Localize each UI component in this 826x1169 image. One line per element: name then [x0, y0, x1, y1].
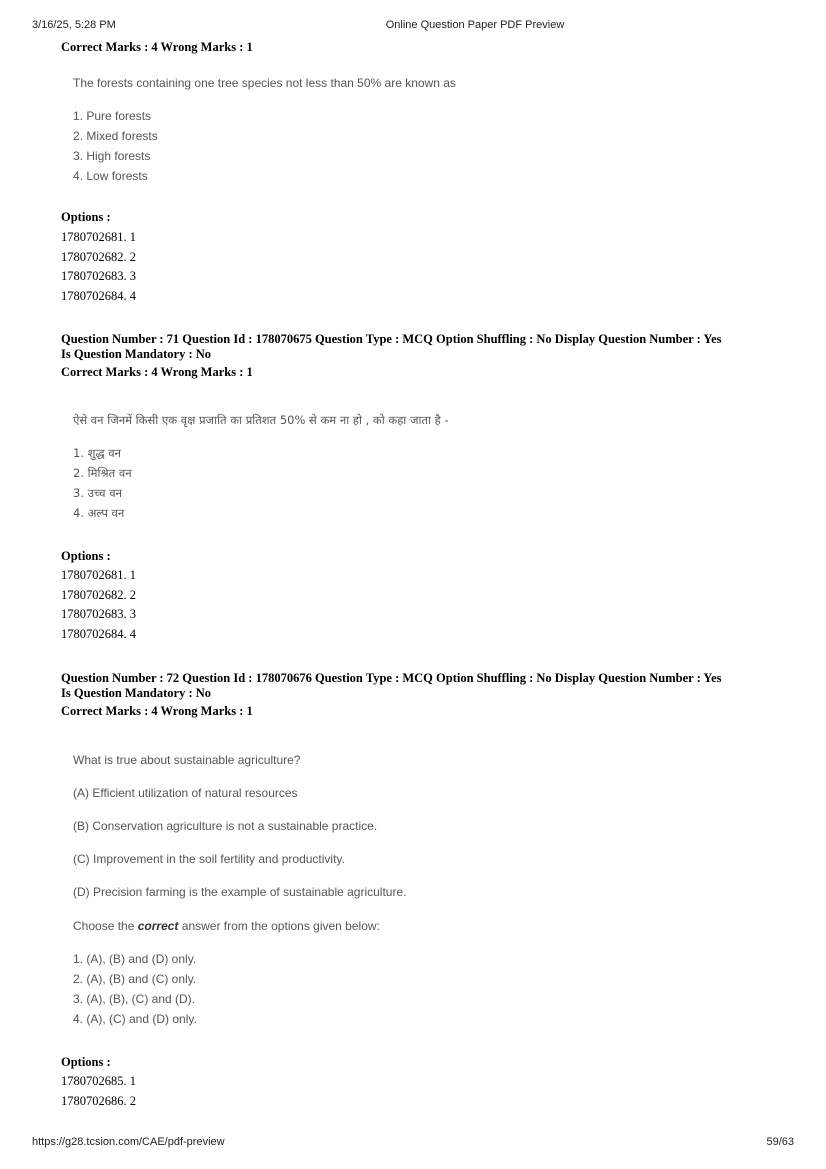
q72-statement: (C) Improvement in the soil fertility and productivity. — [73, 852, 345, 866]
page-url: https://g28.tcsion.com/CAE/pdf-preview — [32, 1136, 225, 1148]
q72-meta: Question Number : 72 Question Id : 178070676 Question Type : MCQ Option Shuffling : No Display Question Number : Yes — [61, 671, 722, 685]
option-row: 1780702684. 4 — [61, 289, 136, 304]
print-datetime: 3/16/25, 5:28 PM — [32, 19, 116, 31]
q72-instruction-pre: Choose the — [73, 919, 135, 933]
print-header — [0, 19, 826, 39]
option-row: 1780702682. 2 — [61, 249, 136, 264]
q70-choice: 4. Low forests — [73, 169, 148, 183]
q72-instruction — [73, 919, 380, 933]
q71-question-text: ऐसे वन जिनमें किसी एक वृक्ष प्रजाति का प्रतिशत 50% से कम ना हो , को कहा जाता है - — [73, 413, 449, 427]
q72-options-label: Options : — [61, 1055, 111, 1069]
q72-instruction-post: answer from the options given below: — [181, 919, 380, 933]
q70-choice: 2. Mixed forests — [73, 129, 158, 143]
q72-choice: 4. (A), (C) and (D) only. — [73, 1012, 197, 1026]
q70-options-list — [61, 228, 136, 307]
q71-marks: Correct Marks : 4 Wrong Marks : 1 — [61, 365, 253, 379]
option-row: 1780702683. 3 — [61, 607, 136, 622]
q71-options-list — [61, 566, 136, 645]
q71-choice: 4. अल्प वन — [73, 506, 125, 520]
option-row: 1780702685. 1 — [61, 1074, 136, 1088]
option-row: 1780702684. 4 — [61, 627, 136, 642]
q70-question-text: The forests containing one tree species not less than 50% are known as — [73, 76, 456, 90]
q72-choice: 3. (A), (B), (C) and (D). — [73, 992, 196, 1006]
q72-statement: (A) Efficient utilization of natural resources — [73, 786, 298, 800]
q72-choice: 1. (A), (B) and (D) only. — [73, 952, 197, 966]
q70-options-label: Options : — [61, 210, 111, 224]
q72-statement: (B) Conservation agriculture is not a sustainable practice. — [73, 819, 378, 833]
print-footer — [0, 1136, 826, 1156]
q71-choice: 1. शुद्ध वन — [73, 446, 122, 460]
q72-instruction-emphasis: correct — [137, 919, 179, 933]
print-title: Online Question Paper PDF Preview — [385, 19, 565, 31]
option-row: 1780702681. 1 — [61, 568, 136, 582]
q72-question-text: What is true about sustainable agriculture? — [73, 753, 301, 767]
q72-marks: Correct Marks : 4 Wrong Marks : 1 — [61, 704, 253, 718]
q72-header — [61, 671, 722, 719]
q71-options-label: Options : — [61, 549, 111, 563]
q71-header — [61, 332, 722, 380]
q71-mandatory: Is Question Mandatory : No — [61, 347, 212, 361]
option-row: 1780702681. 1 — [61, 230, 136, 244]
q72-mandatory: Is Question Mandatory : No — [61, 686, 212, 700]
q71-choice: 3. उच्च वन — [73, 486, 122, 500]
q70-choice: 1. Pure forests — [73, 109, 152, 123]
option-row: 1780702686. 2 — [61, 1093, 136, 1108]
q72-options-list — [61, 1072, 136, 1111]
q70-marks: Correct Marks : 4 Wrong Marks : 1 — [61, 40, 253, 54]
q72-choice: 2. (A), (B) and (C) only. — [73, 972, 197, 986]
q72-statement: (D) Precision farming is the example of sustainable agriculture. — [73, 885, 407, 899]
q71-choice: 2. मिश्रित वन — [73, 466, 132, 480]
q71-meta: Question Number : 71 Question Id : 178070675 Question Type : MCQ Option Shuffling : No Display Question Number : Yes — [61, 332, 722, 346]
option-row: 1780702682. 2 — [61, 587, 136, 602]
page-number: 59/63 — [766, 1136, 794, 1148]
option-row: 1780702683. 3 — [61, 269, 136, 284]
q70-choice: 3. High forests — [73, 149, 151, 163]
